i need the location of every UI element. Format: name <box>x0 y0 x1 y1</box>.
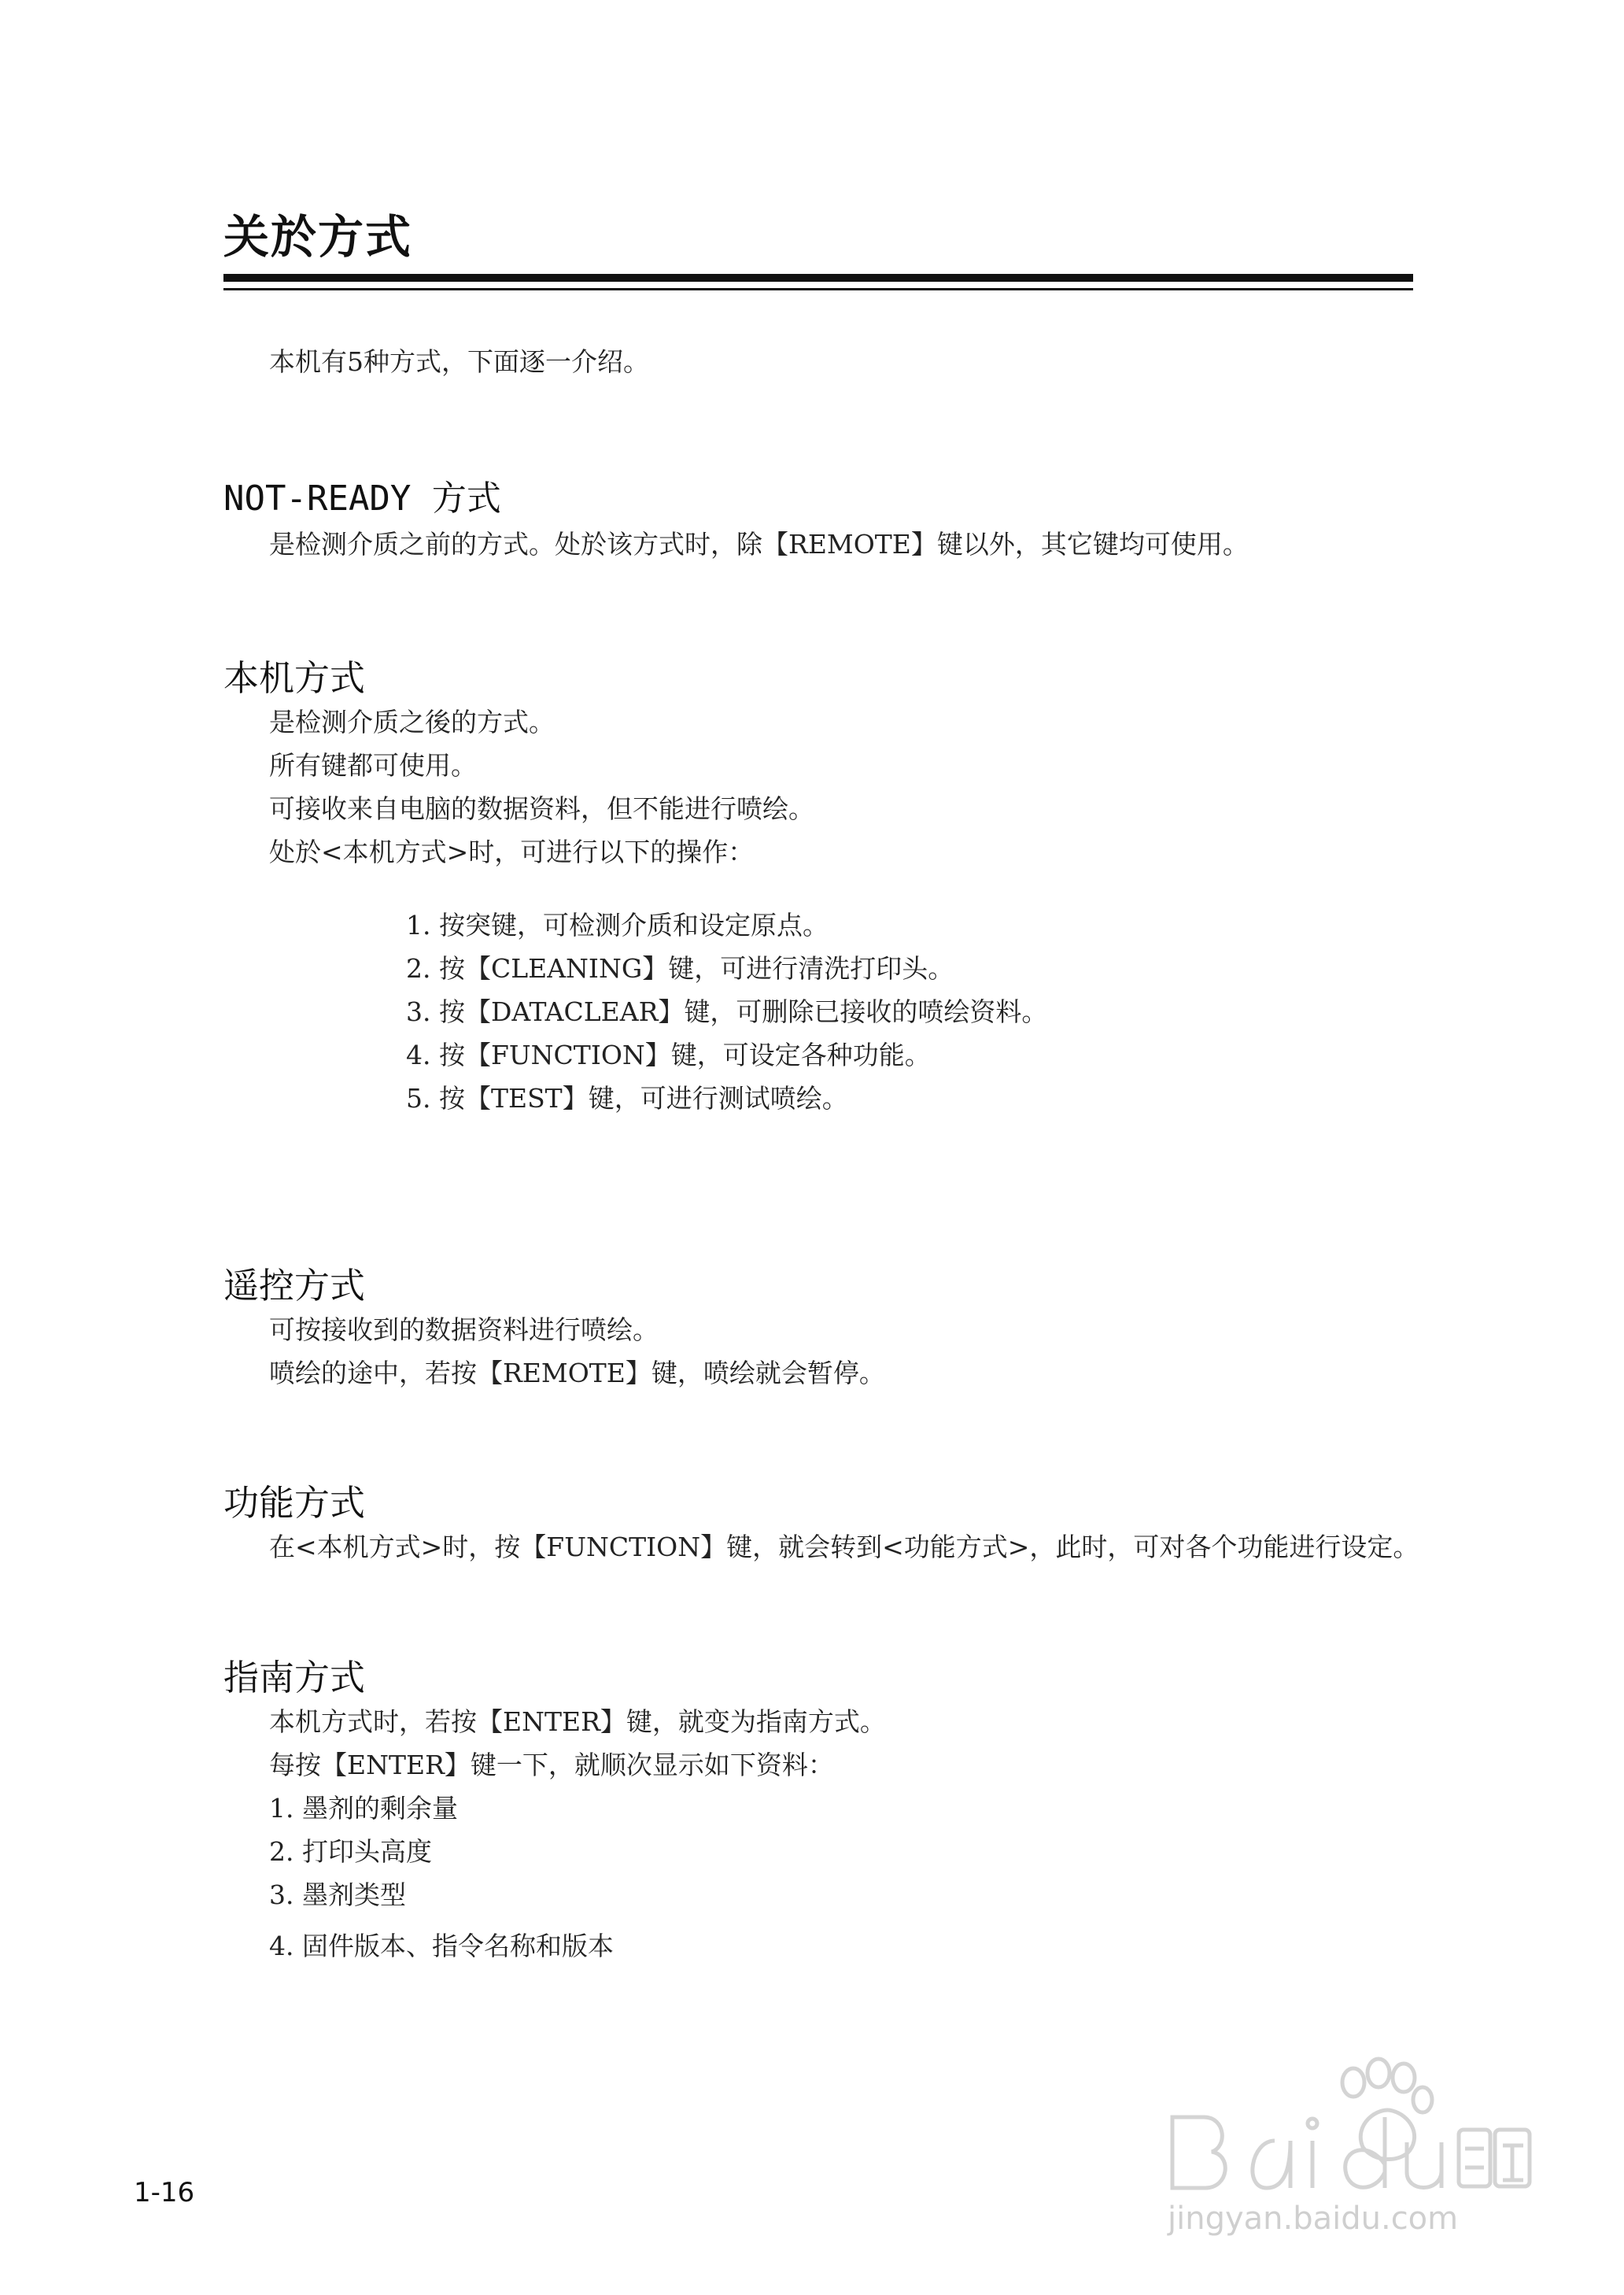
section-function-mode <box>223 1481 1419 1569</box>
list-item: 3. 墨剂类型 <box>269 1879 406 1910</box>
body-line: 是检测介质之前的方式。处於该方式时，除【REMOTE】键以外，其它键均可使用。 <box>269 529 1249 560</box>
title-rule-thin <box>223 288 1413 290</box>
list-item: 2. 打印头高度 <box>269 1836 432 1867</box>
list-item: 1. 按突键，可检测介质和设定原点。 <box>406 910 829 941</box>
body-line: 本机方式时，若按【ENTER】键，就变为指南方式。 <box>269 1706 886 1737</box>
list-item: 2. 按【CLEANING】键，可进行清洗打印头。 <box>406 953 954 984</box>
page-title: 关於方式 <box>223 210 413 264</box>
section-heading: 功能方式 <box>223 1482 366 1524</box>
body-line: 处於<本机方式>时，可进行以下的操作： <box>269 837 755 867</box>
section-heading: 本机方式 <box>223 657 366 699</box>
paw-icon <box>1342 2059 1432 2160</box>
body-line: 在<本机方式>时，按【FUNCTION】键，就会转到<功能方式>，此时，可对各个功能进行设定。 <box>269 1532 1419 1562</box>
body-line: 每按【ENTER】键一下，就顺次显示如下资料： <box>269 1750 834 1780</box>
operations-list <box>406 904 1047 1120</box>
list-item: 4. 固件版本、指令名称和版本 <box>269 1931 614 1961</box>
guide-list <box>269 1787 886 1968</box>
section-not-ready <box>223 477 1249 566</box>
section-heading: 遥控方式 <box>223 1265 366 1306</box>
body-line: 是检测介质之後的方式。 <box>269 707 555 737</box>
list-item: 4. 按【FUNCTION】键，可设定各种功能。 <box>406 1040 931 1070</box>
list-item: 1. 墨剂的剩余量 <box>269 1793 458 1824</box>
title-rule-thick <box>223 274 1413 282</box>
section-remote-mode <box>223 1264 885 1395</box>
section-heading: NOT-READY 方式 <box>223 479 501 519</box>
body-line: 所有键都可使用。 <box>269 750 477 781</box>
list-item: 5. 按【TEST】键，可进行测试喷绘。 <box>406 1083 848 1114</box>
section-local-mode <box>223 656 1047 1120</box>
list-item: 3. 按【DATACLEAR】键，可删除已接收的喷绘资料。 <box>406 996 1048 1027</box>
section-guide-mode <box>223 1656 886 1968</box>
section-heading: 指南方式 <box>223 1657 366 1698</box>
body-line: 喷绘的途中，若按【REMOTE】键，喷绘就会暂停。 <box>269 1358 885 1388</box>
intro-text: 本机有5种方式，下面逐一介绍。 <box>269 346 649 377</box>
baidu-watermark-logo <box>1157 2054 1542 2243</box>
body-line: 可接收来自电脑的数据资料，但不能进行喷绘。 <box>269 793 814 824</box>
body-line: 可按接收到的数据资料进行喷绘。 <box>269 1314 659 1345</box>
watermark-url: jingyan.baidu.com <box>1168 2201 1459 2237</box>
page-number: 1-16 <box>134 2177 195 2208</box>
